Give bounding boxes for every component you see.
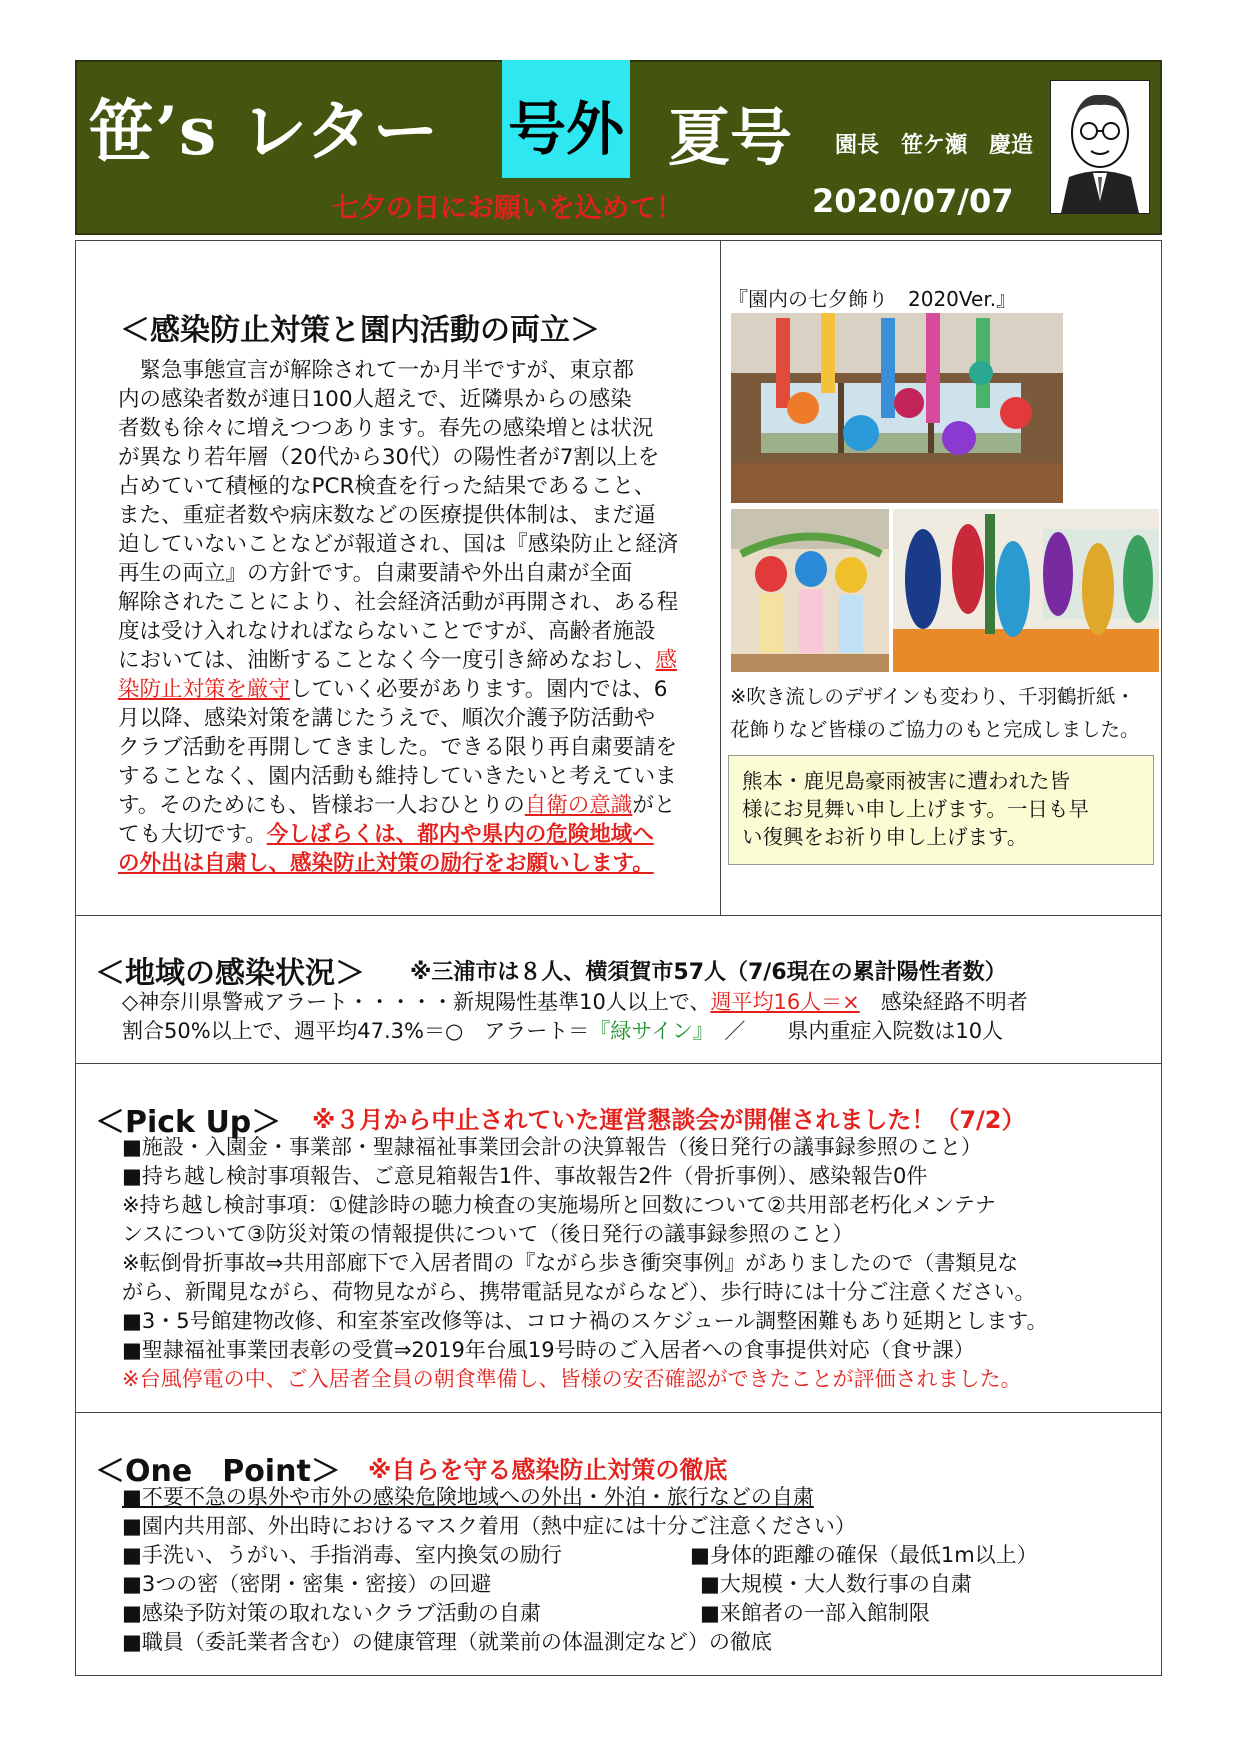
tanabata-photo-left — [731, 509, 889, 672]
intro-body — [118, 356, 678, 878]
onepoint-item: ■感染予防対策の取れないクラブ活動の自粛 ■来館者の一部入館制限 — [122, 1601, 930, 1625]
highlight-text: 今しばらくは、都内や県内の危険地域へ — [266, 822, 654, 847]
season-label: 夏号 — [668, 101, 793, 174]
intro-line: 染防止対策を厳守していく必要があります。園内では、6 — [118, 677, 668, 702]
intro-heading: ＜感染防止対策と園内活動の両立＞ — [120, 313, 600, 348]
intro-line: 月以降、感染対策を講じたうえで、順次介護予防活動や — [118, 706, 656, 731]
pickup-item: ■聖隷福祉事業団表彰の受賞⇒2019年台風19号時のご入居者への食事提供対応（食サ課） — [122, 1338, 975, 1362]
intro-line: においては、油断することなく今一度引き締めなおし、感 — [118, 648, 678, 673]
photo-caption-bottom: ※吹き流しのデザインも変わり、千羽鶴折紙・ 花飾りなど皆様のご協力のもと完成しました。 — [730, 685, 1140, 741]
photo-caption-top: 『園内の七夕飾り 2020Ver.』 — [728, 287, 1017, 311]
onepoint-body — [122, 1483, 1038, 1657]
pickup-item-highlight: ※台風停電の中、ご入居者全員の朝食準備し、皆様の安否確認ができたことが評価されました。 — [122, 1367, 1022, 1391]
green-sign: 『緑サイン』 — [589, 1019, 704, 1043]
highlight-text: 自衛の意識 — [524, 793, 633, 818]
onepoint-item: ■園内共用部、外出時におけるマスク着用（熱中症には十分ご注意ください） — [122, 1514, 856, 1538]
intro-line: 迫していないことなどが報道され、国は『感染防止と経済 — [118, 532, 679, 557]
intro-line: クラブ活動を再開してきました。できる限り再自粛要請を — [118, 735, 678, 760]
section-divider — [75, 915, 1162, 916]
pickup-item: ■持ち越し検討事項報告、ご意見箱報告1件、事故報告2件（骨折事例）、感染報告0件 — [122, 1164, 928, 1188]
pickup-note: ※３月から中止されていた運営懇談会が開催されました！（7/2） — [312, 1106, 1026, 1134]
intro-line: 度は受け入れなければならないことですが、高齢者施設 — [118, 619, 656, 644]
intro-line: 者数も徐々に増えつつあります。春先の感染増とは状況 — [118, 416, 654, 441]
alert-value: 週平均16人＝× — [710, 990, 860, 1014]
intro-line: 解除されたことにより、社会経済活動が再開され、ある程 — [118, 590, 679, 615]
subtitle: 七夕の日にお願いを込めて！ — [332, 193, 683, 224]
region-heading: ＜地域の感染状況＞ — [95, 956, 365, 991]
highlight-text: の外出は自粛し、感染防止対策の励行をお願いします。 — [118, 851, 654, 876]
intro-line: す。そのためにも、皆様お一人おひとりの自衛の意識がと — [118, 793, 676, 818]
highlight-text: 感 — [655, 648, 678, 673]
newsletter-title: 笹’s レター — [88, 92, 440, 170]
extra-badge: 号外 — [507, 95, 624, 163]
onepoint-item: ■手洗い、うがい、手指消毒、室内換気の励行 ■身体的距離の確保（最低1m以上） — [122, 1543, 1038, 1567]
director-name: 園長 笹ケ瀬 慶造 — [835, 133, 1034, 158]
intro-line: また、重症者数や病床数などの医療提供体制は、まだ逼 — [118, 503, 656, 528]
pickup-heading: ＜Pick Up＞ — [95, 1105, 282, 1140]
intro-line — [118, 849, 678, 878]
intro-line: 再生の両立』の方針です。自粛要請や外出自粛が全面 — [118, 561, 633, 586]
intro-line: することなく、園内活動も維持していきたいと考えていま — [118, 764, 677, 789]
tanabata-photo-main — [731, 313, 1063, 503]
condolence-text: 熊本・鹿児島豪雨被害に遭われた皆 様にお見舞い申し上げます。一日も早 い復興をお祈り申し上げます。 — [742, 769, 1089, 849]
onepoint-note: ※自らを守る感染防止対策の徹底 — [368, 1456, 728, 1484]
pickup-item: ■3・5号館建物改修、和室茶室改修等は、コロナ禍のスケジュール調整困難もあり延期とします。 — [122, 1309, 1048, 1333]
pickup-item: がら、新聞見ながら、荷物見ながら、携帯電話見ながらなど）、歩行時には十分ご注意ください。 — [122, 1280, 1036, 1304]
tanabata-photo-right — [893, 509, 1159, 672]
director-portrait — [1050, 80, 1150, 214]
onepoint-item: ■職員（委託業者含む）の健康管理（就業前の体温測定など）の徹底 — [122, 1630, 772, 1654]
intro-line: 内の感染者数が連日100人超えで、近隣県からの感染 — [118, 387, 632, 412]
region-note: ※三浦市は８人、横須賀市57人（7/6現在の累計陽性者数） — [410, 960, 1007, 985]
portrait-sketch-icon — [1051, 81, 1149, 213]
issue-date: 2020/07/07 — [812, 182, 1014, 220]
region-body: ◇神奈川県警戒アラート・・・・・新規陽性基準10人以上で、週平均16人＝× 感染経路不明者 割合50%以上で、週平均47.3%＝○ アラート＝『緑サイン』 ／ 県内重症入院数は10人 — [122, 990, 1028, 1043]
pickup-item: ンスについて③防災対策の情報提供について（後日発行の議事録参照のこと） — [122, 1222, 854, 1246]
section-divider — [75, 1412, 1162, 1413]
pickup-item: ■施設・入園金・事業部・聖隷福祉事業団会計の決算報告（後日発行の議事録参照のこと） — [122, 1135, 982, 1159]
onepoint-item: ■不要不急の県外や市外の感染危険地域への外出・外泊・旅行などの自粛 — [122, 1485, 814, 1509]
pickup-item: ※転倒骨折事故⇒共用部廊下で入居者間の『ながら歩き衝突事例』がありましたので（書類見な — [122, 1251, 1019, 1275]
onepoint-heading: ＜One Point＞ — [95, 1454, 341, 1489]
pickup-body — [122, 1133, 1048, 1394]
intro-line: が異なり若年層（20代から30代）の陽性者が7割以上を — [118, 445, 660, 470]
intro-line: 緊急事態宣言が解除されて一か月半ですが、東京都 — [118, 358, 635, 383]
onepoint-item: ■3つの密（密閉・密集・密接）の回避 ■大規模・大人数行事の自粛 — [122, 1572, 972, 1596]
pickup-item: ※持ち越し検討事項：①健診時の聴力検査の実施場所と回数について②共用部老朽化メンテナ — [122, 1193, 996, 1217]
intro-line: 占めていて積極的なPCR検査を行った結果であること、 — [118, 474, 656, 499]
section-divider — [75, 1063, 1162, 1064]
highlight-text: 染防止対策を厳守 — [118, 677, 291, 702]
intro-line: ても大切です。今しばらくは、都内や県内の危険地域へ — [118, 822, 654, 847]
